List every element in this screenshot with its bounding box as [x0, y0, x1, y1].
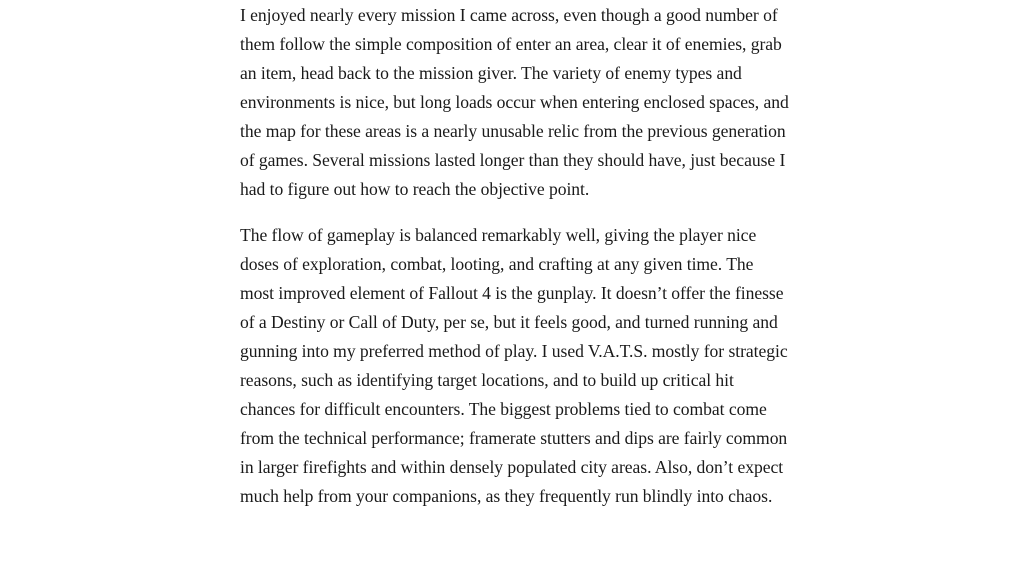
article-paragraph: I enjoyed nearly every mission I came across, even though a good number of them follow the simple composition of enter an area, clear it of enemies, grab an item, head back to the mission giver. The variety of enemy types and environments is nice, but long loads occur when entering enclosed spaces, and the map for these areas is a nearly unusable relic from the previous generation of games. Several missions lasted longer than they should have, just because I had to figure out how to reach the objective point. — [240, 5, 789, 199]
article-paragraph: The flow of gameplay is balanced remarkably well, giving the player nice doses of exploration, combat, looting, and crafting at any given time. The most improved element of Fallout 4 is the gunplay. It doesn’t offer the finesse of a Destiny or Call of Duty, per se, but it feels good, and turned running and gunning into my preferred method of play. I used V.A.T.S. mostly for strategic reasons, such as identifying target locations, and to build up critical hit chances for difficult encounters. The biggest problems tied to combat come from the technical performance; framerate stutters and dips are fairly common in larger firefights and within densely populated city areas. Also, don’t expect much help from your companions, as they frequently run blindly into chaos. — [240, 225, 788, 506]
article-body — [240, 1, 790, 528]
